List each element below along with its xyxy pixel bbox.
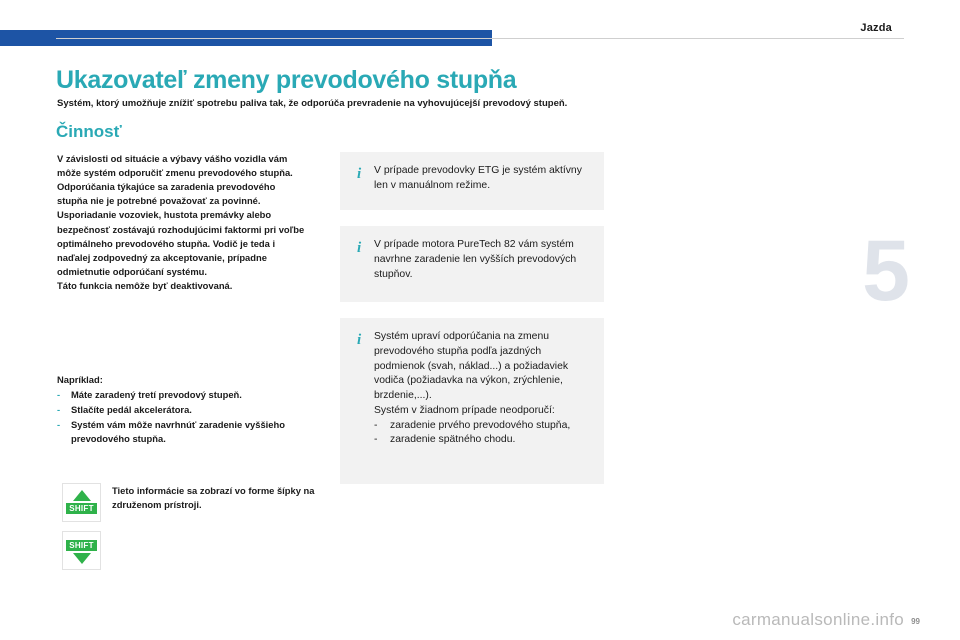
chapter-number: 5 [862, 223, 908, 319]
body-paragraph-1: V závislosti od situácie a výbavy vášho vozidla vám môže systém odporučiť zmenu prevodového stupňa. [57, 153, 293, 179]
list-item-label: zaradenie prvého prevodového stupňa, [390, 419, 571, 431]
example-heading: Napríklad: [57, 374, 103, 385]
list-item [57, 388, 312, 402]
bullet-dash-icon: - [57, 404, 61, 416]
header-divider [56, 38, 904, 39]
arrow-down-icon [73, 553, 91, 564]
list-item [374, 433, 590, 448]
arrow-note-text: Tieto informácie sa zobrazí vo forme šípky na združenom prístroji. [112, 485, 315, 511]
shift-up-indicator-icon [62, 483, 101, 522]
info-box-3 [340, 318, 604, 484]
bullet-dash-icon: - [374, 419, 378, 431]
bullet-dash-icon: - [57, 389, 61, 400]
chapter-tab-label: Jazda [860, 22, 892, 34]
shift-down-indicator-icon [62, 531, 101, 570]
site-watermark: carmanualsonline.info [732, 610, 904, 629]
info-icon: i [357, 166, 362, 182]
info-icon: i [357, 332, 362, 348]
info-icon: i [357, 240, 362, 256]
shift-down-label: SHIFT [66, 540, 97, 551]
body-paragraph-2: Odporúčania týkajúce sa zaradenia prevodového stupňa nie je potrebné považovať za povinné. Usporiadanie vozoviek, hustota premávky alebo bezpečnosť zostávajú rozhodujúcimi faktormi pri voľbe optimálneho prevodového stupňa. Vodič je teda i naďalej zodpovedný za akceptovanie, prípadne odmietnutie odporúčaní systému. [57, 181, 305, 277]
section-heading: Činnosť [56, 122, 122, 141]
list-item-label: Stlačíte pedál akcelerátora. [71, 404, 192, 416]
list-item [374, 419, 590, 434]
list-item-label: Systém vám môže navrhnúť zaradenie vyššieho prevodového stupňa. [71, 419, 285, 445]
body-paragraph-3: Táto funkcia nemôže byť deaktivovaná. [57, 279, 233, 291]
list-item [57, 418, 312, 446]
list-item [57, 403, 312, 417]
arrow-up-icon [73, 490, 91, 501]
bullet-dash-icon: - [57, 419, 61, 431]
info-box-1 [340, 152, 604, 210]
bullet-dash-icon: - [374, 434, 378, 446]
info-box-2 [340, 226, 604, 302]
example-bullet-list [57, 388, 312, 447]
page-title: Ukazovateľ zmeny prevodového stupňa [56, 66, 517, 94]
info-box-2-text: V prípade motora PureTech 82 vám systém navrhne zaradenie len vyšších prevodových stupňov. [374, 239, 577, 280]
shift-up-label: SHIFT [66, 503, 97, 514]
info-box-1-text: V prípade prevodovky ETG je systém aktívny len v manuálnom režime. [374, 165, 582, 191]
page-number: 99 [911, 617, 920, 626]
info-box-3-sub-list [374, 419, 590, 449]
list-item-label: Máte zaradený tretí prevodový stupeň. [71, 389, 242, 400]
info-box-3-text-1: Systém upraví odporúčania na zmenu prevodového stupňa podľa jazdných podmienok (svah, náklad...) a požiadaviek vodiča (požiadavka na výkon, zrýchlenie, brzdenie,...). [374, 331, 569, 402]
list-item-label: zaradenie spätného chodu. [390, 434, 516, 446]
page-subtitle: Systém, ktorý umožňuje znížiť spotrebu paliva tak, že odporúča prevradenie na vyhovujúcejší prevodový stupeň. [57, 98, 568, 109]
info-box-3-text-2: Systém v žiadnom prípade neodporučí: [374, 404, 555, 416]
body-text-column [57, 152, 307, 293]
